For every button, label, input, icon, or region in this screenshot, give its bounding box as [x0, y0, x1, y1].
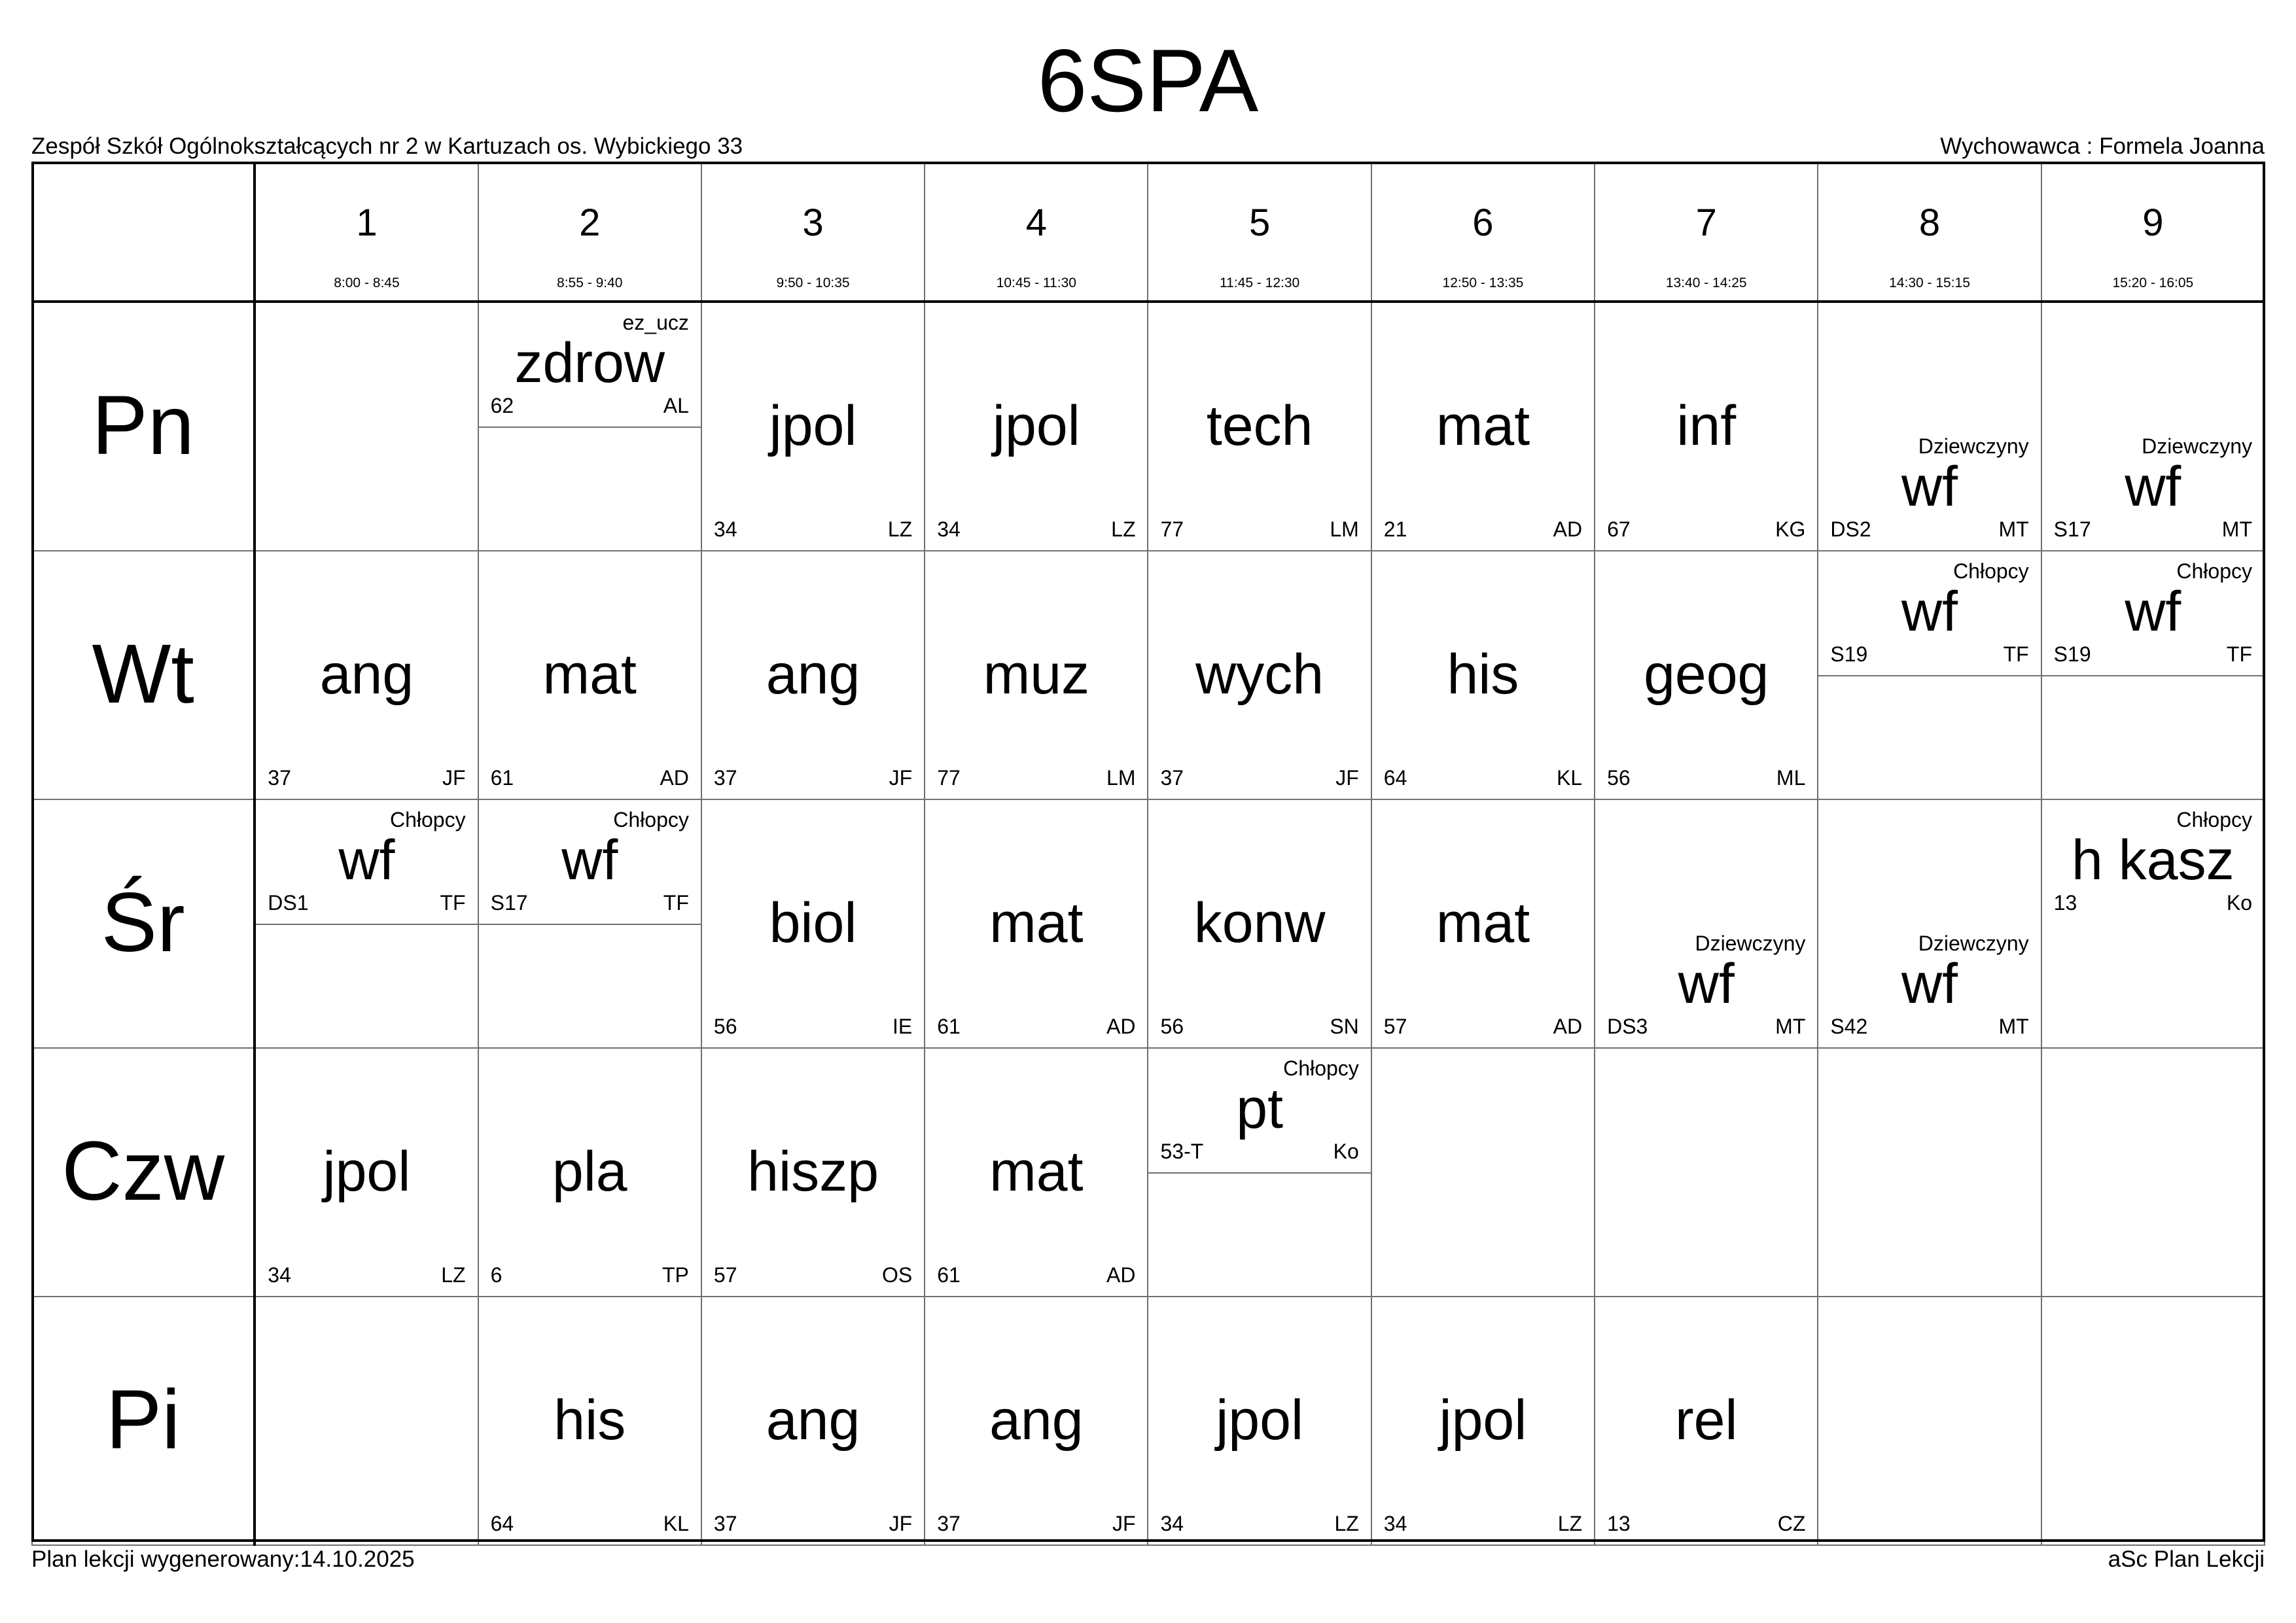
lesson-block	[479, 1049, 701, 1296]
page-title: 6SPA	[1037, 31, 1259, 130]
lesson-block	[1595, 551, 1817, 799]
lesson-cell	[255, 799, 478, 1048]
lesson-room: 21	[1383, 517, 1407, 541]
lesson-cell	[1371, 551, 1595, 799]
lesson-subject: wf	[1901, 952, 1958, 1015]
lesson-cell	[701, 302, 925, 551]
period-header-3	[701, 162, 925, 302]
lesson-subject: jpol	[1216, 1389, 1304, 1452]
lesson-subject: rel	[1674, 1389, 1738, 1452]
lesson-subject: his	[554, 1389, 626, 1452]
period-header-2	[478, 162, 701, 302]
lesson-subject: inf	[1676, 394, 1737, 457]
day-name: Czw	[62, 1125, 225, 1218]
lesson-cell	[925, 799, 1148, 1048]
lesson-subject: pt	[1236, 1077, 1283, 1140]
lesson-subject: tech	[1206, 394, 1313, 457]
lesson-subject: wf	[561, 829, 618, 892]
lesson-cell	[1371, 1048, 1595, 1297]
lesson-cell	[1148, 799, 1371, 1048]
lesson-cell	[1148, 302, 1371, 551]
lesson-room: DS3	[1607, 1015, 1648, 1038]
lesson-cell	[1371, 302, 1595, 551]
lesson-room: 64	[490, 1512, 514, 1535]
lesson-teacher: AD	[1106, 1263, 1136, 1287]
lesson-subject: konw	[1193, 892, 1326, 954]
lesson-room: 37	[713, 766, 737, 790]
generated-date: Plan lekcji wygenerowany:14.10.2025	[31, 1546, 415, 1572]
lesson-cell	[701, 799, 925, 1048]
lesson-group: Chłopcy	[1953, 559, 2029, 583]
lesson-room: 34	[1160, 1512, 1184, 1535]
lesson-subject: geog	[1644, 643, 1769, 706]
period-number: 3	[802, 201, 824, 244]
lesson-teacher: AD	[660, 766, 689, 790]
lesson-cell	[2041, 302, 2265, 551]
lesson-subject: zdrow	[514, 332, 665, 394]
lesson-cell	[478, 799, 701, 1048]
lesson-cell	[1148, 551, 1371, 799]
day-name: Śr	[101, 876, 185, 969]
lesson-room: 6	[490, 1263, 503, 1287]
lesson-cell	[1818, 1297, 2041, 1545]
lesson-teacher: IE	[892, 1015, 913, 1038]
day-row	[32, 302, 2265, 551]
lesson-room: 62	[490, 394, 514, 417]
lesson-block	[479, 551, 701, 799]
lesson-group: Dziewczyny	[2142, 434, 2252, 458]
lesson-block	[702, 551, 924, 799]
school-name: Zespół Szkół Ogólnokształcących nr 2 w Kartuzach os. Wybickiego 33	[31, 133, 743, 159]
day-name: Wt	[92, 627, 194, 721]
lesson-subject: ang	[766, 643, 860, 706]
lesson-subject: mat	[1436, 892, 1530, 954]
lesson-cell	[1595, 1297, 1818, 1545]
lesson-subject: mat	[989, 892, 1084, 954]
lesson-teacher: TP	[662, 1263, 689, 1287]
lesson-teacher: KL	[663, 1512, 689, 1535]
lesson-cell	[2041, 1048, 2265, 1297]
period-time: 9:50 - 10:35	[776, 275, 850, 290]
lesson-teacher: MT	[1998, 1015, 2029, 1038]
lesson-teacher: CZ	[1777, 1512, 1806, 1535]
lesson-room: 61	[937, 1015, 961, 1038]
lesson-room: 37	[268, 766, 291, 790]
lesson-teacher: SN	[1330, 1015, 1359, 1038]
lesson-subject: his	[1447, 643, 1519, 706]
lesson-subject: ang	[319, 643, 414, 706]
lesson-room: 77	[1160, 517, 1184, 541]
lesson-block	[1818, 551, 2040, 676]
lesson-block	[256, 551, 477, 799]
lesson-cell	[255, 1297, 478, 1545]
period-time: 14:30 - 15:15	[1889, 275, 1970, 290]
period-number: 7	[1695, 201, 1717, 244]
lesson-teacher: JF	[889, 766, 913, 790]
lesson-subject: mat	[989, 1140, 1084, 1203]
lesson-block	[479, 303, 701, 428]
lesson-block	[702, 1049, 924, 1296]
day-row	[32, 551, 2265, 799]
lesson-subject: wf	[2125, 455, 2181, 518]
day-cell	[32, 799, 255, 1048]
lesson-group: Dziewczyny	[1918, 932, 2029, 955]
lesson-subject: mat	[1436, 394, 1530, 457]
lesson-block	[925, 1049, 1147, 1296]
period-header-6	[1371, 162, 1595, 302]
day-cell	[32, 1048, 255, 1297]
lesson-room: 13	[2053, 891, 2077, 915]
lesson-subject: wf	[1901, 580, 1958, 643]
lesson-teacher: Ko	[2226, 891, 2252, 915]
lesson-teacher: LM	[1330, 517, 1359, 541]
lesson-cell	[2041, 1297, 2265, 1545]
period-number: 2	[579, 201, 601, 244]
lesson-cell	[925, 1048, 1148, 1297]
lesson-cell	[1818, 799, 2041, 1048]
lesson-room: 56	[1160, 1015, 1184, 1038]
lesson-teacher: LZ	[887, 517, 913, 541]
period-time: 12:50 - 13:35	[1442, 275, 1524, 290]
lesson-block	[1148, 303, 1370, 550]
day-cell	[32, 302, 255, 551]
lesson-block	[702, 800, 924, 1047]
lesson-block	[1372, 800, 1594, 1047]
lesson-subject: ang	[766, 1389, 860, 1452]
lesson-group: Chłopcy	[389, 808, 466, 831]
lesson-room: 34	[1383, 1512, 1407, 1535]
lesson-teacher: TF	[2226, 642, 2252, 666]
lesson-teacher: AD	[1106, 1015, 1136, 1038]
lesson-cell	[255, 1048, 478, 1297]
period-number: 4	[1025, 201, 1047, 244]
lesson-cell	[478, 1048, 701, 1297]
lesson-cell	[1818, 551, 2041, 799]
lesson-room: 67	[1607, 517, 1631, 541]
lesson-block	[925, 800, 1147, 1047]
lesson-subject: jpol	[1439, 1389, 1527, 1452]
lesson-subject: mat	[542, 643, 637, 706]
period-number: 6	[1472, 201, 1494, 244]
lesson-teacher: LZ	[1557, 1512, 1583, 1535]
lesson-group: Dziewczyny	[1695, 932, 1806, 955]
lesson-teacher: MT	[1775, 1015, 1806, 1038]
lesson-block	[479, 800, 701, 925]
lesson-group: Chłopcy	[1283, 1056, 1359, 1080]
lesson-cell	[925, 1297, 1148, 1545]
lesson-room: 77	[937, 766, 961, 790]
lesson-cell	[255, 302, 478, 551]
lesson-teacher: TF	[440, 891, 466, 915]
lesson-teacher: TF	[663, 891, 689, 915]
lesson-room: S17	[490, 891, 528, 915]
lesson-block	[1595, 303, 1817, 550]
lesson-teacher: MT	[1998, 517, 2029, 541]
lesson-room: S42	[1830, 1015, 1868, 1038]
lesson-room: 57	[1383, 1015, 1407, 1038]
lesson-block	[925, 1297, 1147, 1544]
period-header-9	[2041, 162, 2265, 302]
lesson-teacher: Ko	[1333, 1140, 1359, 1163]
lesson-subject: wf	[338, 829, 395, 892]
period-number: 8	[1918, 201, 1941, 244]
lesson-teacher: LZ	[1334, 1512, 1359, 1535]
period-time: 8:00 - 8:45	[334, 275, 400, 290]
lesson-room: 56	[1607, 766, 1631, 790]
lesson-room: 37	[1160, 766, 1184, 790]
lesson-subject: wf	[1901, 455, 1958, 518]
timetable-grid	[31, 162, 2265, 1546]
lesson-room: 34	[937, 517, 961, 541]
lesson-block	[1148, 1049, 1370, 1174]
lesson-block	[1818, 427, 2040, 550]
lesson-teacher: JF	[1112, 1512, 1136, 1535]
lesson-cell	[1818, 302, 2041, 551]
day-row	[32, 799, 2265, 1048]
lesson-cell	[1371, 1297, 1595, 1545]
lesson-teacher: ML	[1776, 766, 1806, 790]
lesson-room: 64	[1383, 766, 1407, 790]
lesson-cell	[255, 551, 478, 799]
lesson-room: 13	[1607, 1512, 1631, 1535]
lesson-subject: biol	[769, 892, 857, 954]
lesson-cell	[925, 551, 1148, 799]
day-row	[32, 1297, 2265, 1545]
lesson-teacher: JF	[1335, 766, 1359, 790]
lesson-block	[2042, 800, 2264, 924]
period-number: 5	[1249, 201, 1271, 244]
day-name: Pi	[105, 1373, 181, 1467]
lesson-block	[1372, 1297, 1594, 1544]
lesson-room: 53-T	[1160, 1140, 1204, 1163]
period-header-8	[1818, 162, 2041, 302]
period-number: 1	[356, 201, 378, 244]
lesson-cell	[478, 302, 701, 551]
lesson-subject: wf	[1678, 952, 1735, 1015]
lesson-cell	[1148, 1297, 1371, 1545]
lesson-room: 37	[937, 1512, 961, 1535]
lesson-cell	[701, 551, 925, 799]
lesson-teacher: AD	[1553, 517, 1583, 541]
lesson-teacher: AL	[663, 394, 689, 417]
corner-cell	[32, 162, 255, 302]
lesson-cell	[1148, 1048, 1371, 1297]
lesson-block	[1148, 800, 1370, 1047]
day-cell	[32, 551, 255, 799]
lesson-teacher: TF	[2003, 642, 2029, 666]
lesson-subject: hiszp	[747, 1140, 879, 1203]
period-time: 11:45 - 12:30	[1220, 275, 1300, 290]
period-header-7	[1595, 162, 1818, 302]
lesson-block	[925, 303, 1147, 550]
day-row	[32, 1048, 2265, 1297]
lesson-subject: jpol	[992, 394, 1080, 457]
lesson-teacher: LM	[1106, 766, 1136, 790]
lesson-teacher: LZ	[1111, 517, 1136, 541]
lesson-cell	[1371, 799, 1595, 1048]
lesson-block	[1818, 924, 2040, 1047]
period-number: 9	[2142, 201, 2164, 244]
day-cell	[32, 1297, 255, 1545]
lesson-group: Dziewczyny	[1918, 434, 2029, 458]
class-teacher: Wychowawca : Formela Joanna	[1940, 133, 2265, 159]
lesson-block	[2042, 551, 2264, 676]
lesson-block	[925, 551, 1147, 799]
lesson-cell	[701, 1048, 925, 1297]
lesson-cell	[478, 1297, 701, 1545]
day-name: Pn	[92, 379, 194, 472]
lesson-room: S19	[2053, 642, 2091, 666]
lesson-teacher: AD	[1553, 1015, 1583, 1038]
lesson-cell	[2041, 799, 2265, 1048]
lesson-teacher: OS	[881, 1263, 913, 1287]
period-header-4	[925, 162, 1148, 302]
lesson-block	[1148, 551, 1370, 799]
lesson-block	[1372, 303, 1594, 550]
lesson-group: Chłopcy	[613, 808, 689, 831]
lesson-block	[2042, 427, 2264, 550]
lesson-subject: jpol	[323, 1140, 411, 1203]
lesson-block	[1595, 1297, 1817, 1544]
lesson-block	[702, 1297, 924, 1544]
period-time: 10:45 - 11:30	[996, 275, 1076, 290]
lesson-room: 37	[713, 1512, 737, 1535]
lesson-cell	[925, 302, 1148, 551]
lesson-block	[702, 303, 924, 550]
lesson-cell	[2041, 551, 2265, 799]
lesson-subject: wych	[1195, 643, 1324, 706]
lesson-room: 61	[937, 1263, 961, 1287]
lesson-room: DS2	[1830, 517, 1871, 541]
lesson-block	[1372, 551, 1594, 799]
lesson-teacher: MT	[2221, 517, 2252, 541]
lesson-room: DS1	[268, 891, 309, 915]
period-time: 15:20 - 16:05	[2112, 275, 2194, 290]
lesson-block	[256, 1049, 477, 1296]
lesson-group: Chłopcy	[2176, 559, 2252, 583]
period-time: 8:55 - 9:40	[557, 275, 623, 290]
lesson-group: Chłopcy	[2176, 808, 2252, 831]
lesson-subject: h kasz	[2072, 829, 2234, 892]
lesson-block	[1595, 924, 1817, 1047]
lesson-group: ez_ucz	[622, 311, 689, 334]
lesson-subject: jpol	[769, 394, 857, 457]
lesson-cell	[1818, 1048, 2041, 1297]
lesson-cell	[1595, 302, 1818, 551]
lesson-teacher: KG	[1775, 517, 1806, 541]
lesson-teacher: LZ	[441, 1263, 466, 1287]
lesson-teacher: JF	[889, 1512, 913, 1535]
lesson-cell	[1595, 1048, 1818, 1297]
lesson-block	[479, 1297, 701, 1544]
lesson-block	[256, 800, 477, 925]
lesson-room: 57	[713, 1263, 737, 1287]
lesson-block	[1148, 1297, 1370, 1544]
period-header-5	[1148, 162, 1371, 302]
lesson-room: 34	[713, 517, 737, 541]
lesson-teacher: KL	[1556, 766, 1583, 790]
lesson-cell	[1595, 551, 1818, 799]
lesson-room: 61	[490, 766, 514, 790]
lesson-subject: pla	[552, 1140, 627, 1203]
lesson-cell	[701, 1297, 925, 1545]
generator-name: aSc Plan Lekcji	[2108, 1546, 2265, 1572]
lesson-room: S17	[2053, 517, 2091, 541]
period-header-1	[255, 162, 478, 302]
lesson-subject: wf	[2125, 580, 2181, 643]
lesson-cell	[478, 551, 701, 799]
lesson-subject: ang	[989, 1389, 1084, 1452]
lesson-cell	[1595, 799, 1818, 1048]
lesson-teacher: JF	[442, 766, 466, 790]
period-time: 13:40 - 14:25	[1665, 275, 1747, 290]
lesson-room: S19	[1830, 642, 1868, 666]
lesson-room: 56	[713, 1015, 737, 1038]
lesson-room: 34	[268, 1263, 291, 1287]
lesson-subject: muz	[983, 643, 1090, 706]
